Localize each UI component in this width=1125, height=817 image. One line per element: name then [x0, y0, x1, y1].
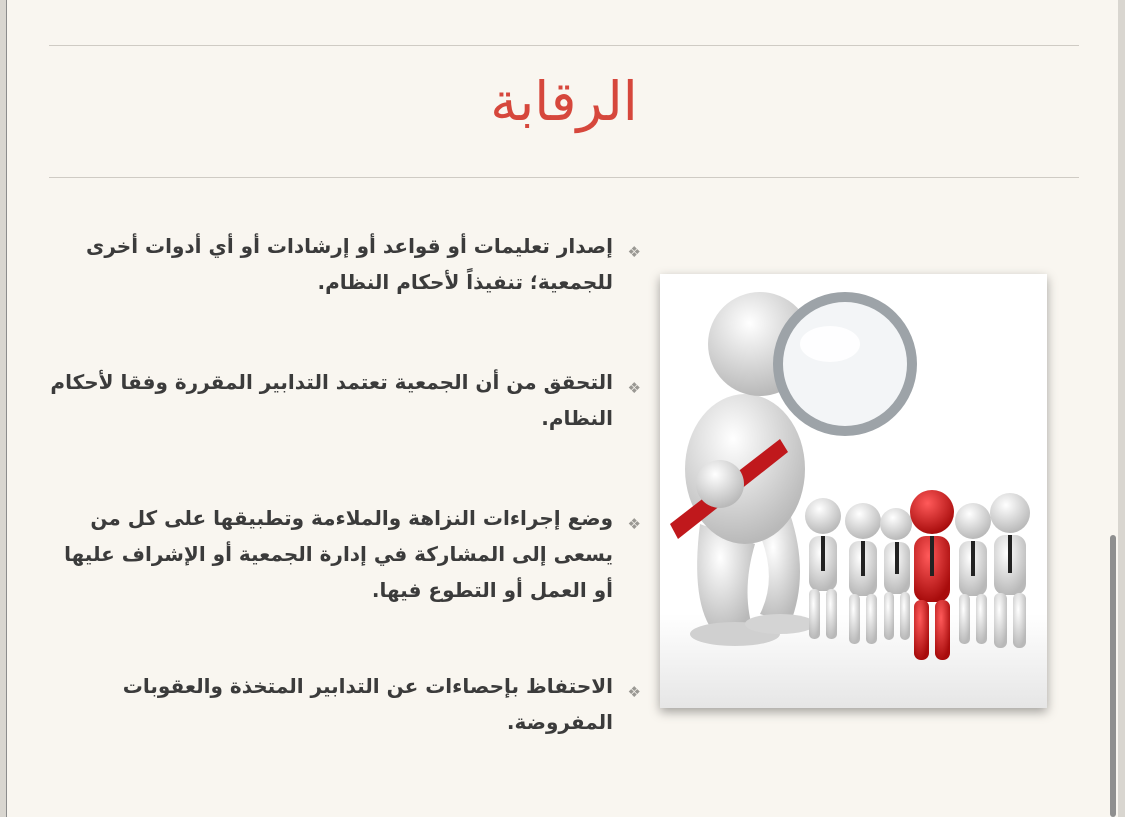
magnifying-glass-figure-icon	[660, 274, 1047, 708]
diamond-bullet-icon: ❖	[627, 379, 641, 397]
bullet-item	[49, 668, 649, 740]
inspector-illustration	[660, 274, 1047, 708]
bullet-text: التحقق من أن الجمعية تعتمد التدابير المقررة وفقا لأحكام النظام.	[50, 370, 613, 430]
vertical-scrollbar[interactable]	[1110, 535, 1116, 817]
slide	[6, 0, 1118, 817]
diamond-bullet-icon: ❖	[627, 683, 641, 701]
bullet-text: الاحتفاظ بإحصاءات عن التدابير المتخذة والعقوبات المفروضة.	[122, 674, 613, 734]
bottom-divider	[49, 177, 1079, 178]
slide-title: الرقابة	[490, 70, 638, 133]
diamond-bullet-icon: ❖	[627, 243, 641, 261]
bullet-text: وضع إجراءات النزاهة والملاءمة وتطبيقها على كل من يسعى إلى المشاركة في إدارة الجمعية أو الإشراف عليها أو العمل أو التطوع فيها.	[64, 506, 613, 602]
top-divider	[49, 45, 1079, 46]
bullet-text: إصدار تعليمات أو قواعد أو إرشادات أو أي أدوات أخرى للجمعية؛ تنفيذاً لأحكام النظام.	[86, 234, 613, 294]
bullet-item	[49, 364, 649, 436]
bullet-item	[49, 500, 649, 608]
bullet-item	[49, 228, 649, 300]
bullet-list	[49, 228, 649, 740]
diamond-bullet-icon: ❖	[627, 515, 641, 533]
